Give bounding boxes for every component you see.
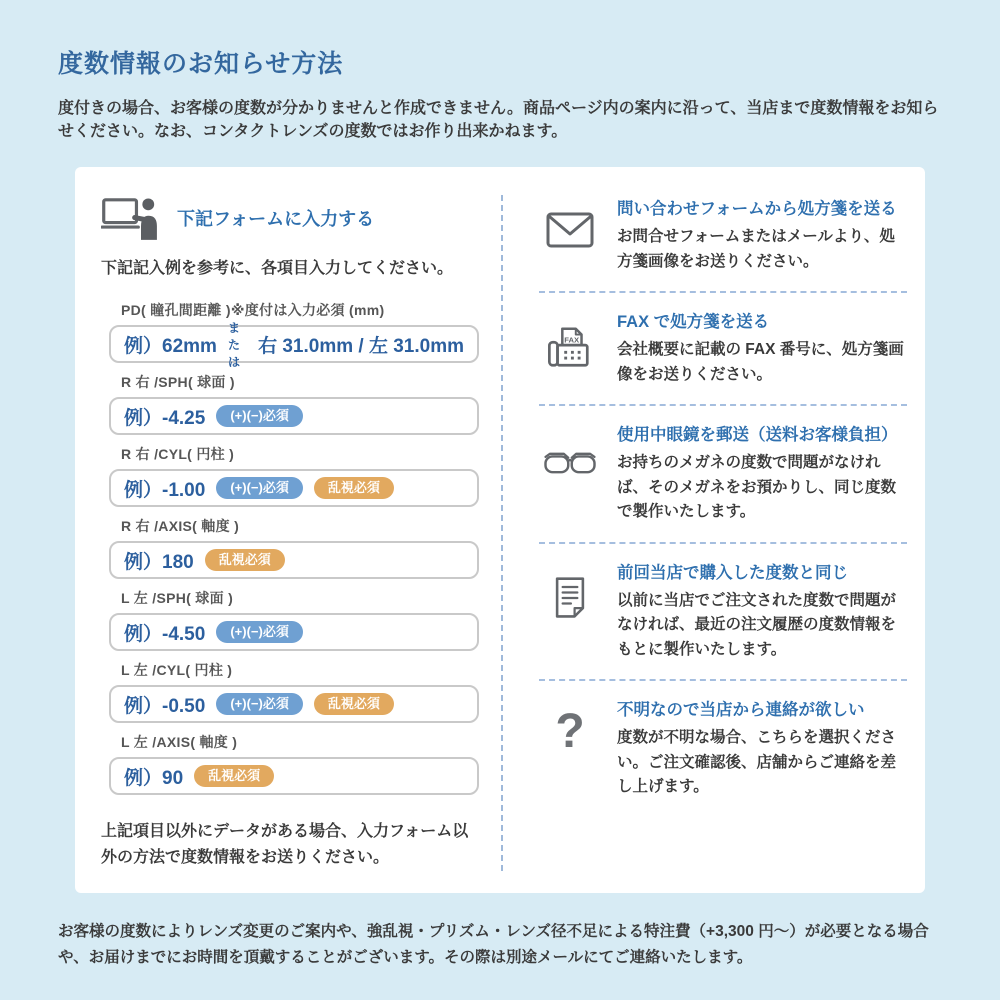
method-icon-col xyxy=(539,308,601,387)
example-value: 例）90 xyxy=(124,767,184,789)
field-example-box xyxy=(109,397,479,435)
method-heading: 問い合わせフォームから処方箋を送る xyxy=(617,200,897,219)
example-value: 例）62mm xyxy=(124,335,217,357)
method-icon-col xyxy=(539,195,601,274)
example-value: 例）180 xyxy=(124,551,194,573)
method-icon-col xyxy=(539,696,601,799)
field-label: L 左 /AXIS( 軸度 ) xyxy=(121,734,238,751)
field-label: R 右 /SPH( 球面 ) xyxy=(121,374,235,391)
method-body: お持ちのメガネの度数で問題がなければ、そのメガネをお預かりし、同じ度数で製作いたします。 xyxy=(617,454,897,521)
intro-text: 度付きの場合、お客様の度数が分かりませんと作成できません。商品ページ内の案内に沿って、当店まで度数情報をお知らせください。なお、コンタクトレンズの度数ではお作り出来かねます。 xyxy=(58,100,939,141)
glasses-icon xyxy=(542,449,598,477)
example-or-text: または xyxy=(227,320,240,369)
plus-minus-required-badge: (+)(−)必須 xyxy=(216,477,303,499)
field-l-sph xyxy=(99,588,479,651)
form-section-heading: 下記フォームに入力する xyxy=(177,209,375,230)
example-value: 例）-0.50 xyxy=(124,695,206,717)
field-label: R 右 /AXIS( 軸度 ) xyxy=(121,518,240,535)
example-value: 例）-4.25 xyxy=(124,407,206,429)
field-l-axis xyxy=(99,732,479,795)
footer-note: お客様の度数によりレンズ変更のご案内や、強乱視・プリズム・レンズ径不足による特注費（+3,300 円～）が必要となる場合や、お届けまでにお時間を頂戴することがございます。その際は別途メールにてご連絡いたします。 xyxy=(58,922,929,966)
method-heading: 使用中眼鏡を郵送（送料お客様負担） xyxy=(617,426,898,445)
astigmatism-required-badge: 乱視必須 xyxy=(205,549,285,571)
method-heading: 前回当店で購入した度数と同じ xyxy=(617,563,848,582)
field-l-cyl xyxy=(99,660,479,723)
form-note: 上記項目以外にデータがある場合、入力フォーム以外の方法で度数情報をお送りください。 xyxy=(101,823,469,866)
field-example-box xyxy=(109,320,479,369)
field-example-box xyxy=(109,757,479,795)
field-example-box xyxy=(109,613,479,651)
field-r-sph xyxy=(99,372,479,435)
field-label: L 左 /SPH( 球面 ) xyxy=(121,590,234,607)
method-text xyxy=(601,559,907,662)
other-methods-section xyxy=(503,195,907,870)
presenter-screen-icon xyxy=(101,195,161,241)
example-value: 例）-1.00 xyxy=(124,479,206,501)
svg-text:FAX: FAX xyxy=(564,336,580,346)
method-text xyxy=(601,696,907,799)
method-icon-col xyxy=(539,421,601,524)
astigmatism-required-badge: 乱視必須 xyxy=(194,765,274,787)
field-label: L 左 /CYL( 円柱 ) xyxy=(121,662,233,679)
envelope-icon xyxy=(546,211,594,249)
form-input-section xyxy=(99,195,503,870)
method-text xyxy=(601,308,907,387)
field-r-axis xyxy=(99,516,479,579)
field-label: PD( 瞳孔間距離 )※度付は入力必須 (mm) xyxy=(121,302,385,319)
method-heading: FAX で処方箋を送る xyxy=(617,313,770,332)
form-section-header xyxy=(101,195,479,241)
method-body: 以前に当店でご注文された度数で問題がなければ、最近の注文履歴の度数情報をもとに製作いたします。 xyxy=(617,591,897,658)
field-pd xyxy=(99,300,479,369)
method-previous-order xyxy=(539,542,907,679)
prescription-methods-card xyxy=(75,167,925,892)
field-r-cyl xyxy=(99,444,479,507)
method-body: お問合せフォームまたはメールより、処方箋画像をお送りください。 xyxy=(617,228,895,270)
plus-minus-required-badge: (+)(−)必須 xyxy=(216,405,303,427)
plus-minus-required-badge: (+)(−)必須 xyxy=(216,693,303,715)
method-text xyxy=(601,195,907,274)
method-contact-form xyxy=(539,195,907,291)
document-icon xyxy=(551,575,589,621)
method-heading: 不明なので当店から連絡が欲しい xyxy=(617,701,865,720)
method-mail-glasses xyxy=(539,404,907,541)
page-title: 度数情報のお知らせ方法 xyxy=(58,50,344,78)
form-instruction: 下記記入例を参考に、各項目入力してください。 xyxy=(101,260,454,278)
field-example-box xyxy=(109,685,479,723)
method-body: 会社概要に記載の FAX 番号に、処方箋画像をお送りください。 xyxy=(617,341,904,383)
method-fax xyxy=(539,291,907,404)
method-body: 度数が不明な場合、こちらを選択ください。ご注文確認後、店舗からご連絡を差し上げます。 xyxy=(617,729,897,796)
method-text xyxy=(601,421,907,524)
example-value: 例）-4.50 xyxy=(124,623,206,645)
field-label: R 右 /CYL( 円柱 ) xyxy=(121,446,235,463)
question-icon: ? xyxy=(555,705,585,759)
method-icon-col xyxy=(539,559,601,662)
astigmatism-required-badge: 乱視必須 xyxy=(314,693,394,715)
method-unknown-contact xyxy=(539,679,907,816)
field-example-box xyxy=(109,541,479,579)
example-value-2: 右 31.0mm / 左 31.0mm xyxy=(258,335,464,357)
plus-minus-required-badge: (+)(−)必須 xyxy=(216,621,303,643)
fax-icon xyxy=(546,324,594,372)
field-example-box xyxy=(109,469,479,507)
astigmatism-required-badge: 乱視必須 xyxy=(314,477,394,499)
